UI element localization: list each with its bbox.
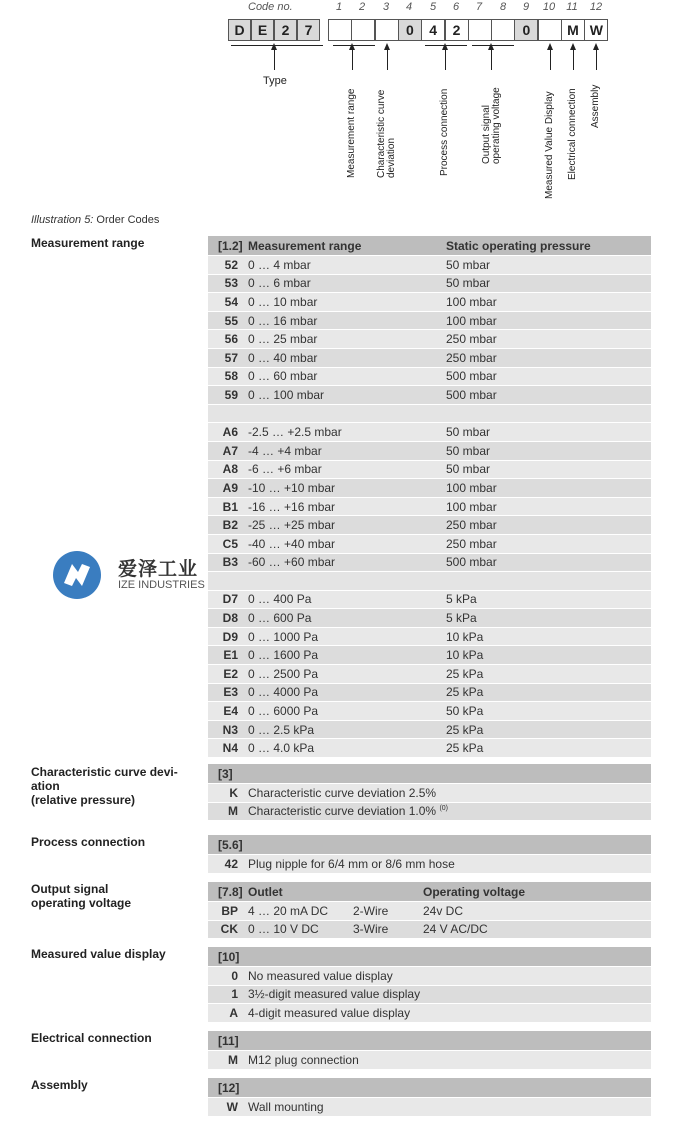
order-code-box: M — [561, 19, 585, 41]
order-code-box: W — [584, 19, 608, 41]
row-range: 0 … 400 Pa — [248, 592, 312, 607]
table-row — [208, 312, 651, 331]
table-row — [208, 721, 651, 740]
table-row — [208, 349, 651, 368]
row-code: 1 — [231, 987, 238, 1002]
row-code: D7 — [222, 592, 238, 607]
order-code-box — [491, 19, 515, 41]
assembly-label: Assembly — [590, 84, 601, 128]
electrical-arrow-icon — [573, 48, 574, 70]
group-separator — [208, 572, 651, 591]
table-header — [208, 236, 651, 256]
row-code: A8 — [222, 462, 238, 477]
position-number: 7 — [475, 1, 483, 13]
row-code: E3 — [223, 685, 238, 700]
assembly-arrow-icon — [596, 48, 597, 70]
curve-arrow-icon — [387, 48, 388, 70]
table-row — [208, 275, 651, 294]
row-range: -4 … +4 mbar — [248, 443, 322, 458]
table-header — [208, 1031, 651, 1051]
electrical-connection-label: Electrical connection — [567, 88, 578, 180]
table-row — [208, 628, 651, 647]
row-pressure: 10 kPa — [446, 629, 484, 644]
caption-prefix: Illustration 5: — [31, 214, 94, 226]
table-row — [208, 967, 651, 986]
process-arrow-icon — [445, 48, 446, 70]
characteristic-curve-table — [208, 764, 651, 821]
table-row — [208, 803, 651, 822]
row-pressure: 10 kPa — [446, 648, 484, 663]
row-wire: 3-Wire — [353, 922, 389, 937]
row-pressure: 250 mbar — [446, 332, 497, 347]
row-pressure: 25 kPa — [446, 722, 484, 737]
table-header — [208, 764, 651, 784]
type-underline — [231, 45, 323, 46]
row-voltage: 24v DC — [423, 903, 464, 918]
table-row — [208, 554, 651, 573]
position-number: 1 — [335, 1, 343, 13]
table-row — [208, 442, 651, 461]
table-row — [208, 702, 651, 721]
position-number: 8 — [499, 1, 507, 13]
row-desc: 3½-digit measured value display — [248, 987, 421, 1002]
row-code: B3 — [222, 555, 238, 570]
type-arrow-icon — [274, 48, 275, 70]
output-signal-label-2: operating voltage — [491, 87, 502, 164]
header-code: [1.2] — [218, 238, 243, 253]
row-code: E2 — [223, 666, 238, 681]
header-code: [5.6] — [218, 837, 243, 852]
measured-value-display-table — [208, 947, 651, 1023]
label-line: operating voltage — [31, 896, 132, 910]
measurement-range-label: Measurement range — [346, 88, 357, 178]
row-desc: No measured value display — [248, 968, 393, 983]
row-code: N4 — [222, 741, 238, 756]
assembly-table — [208, 1078, 651, 1117]
table-row — [208, 423, 651, 442]
table-row — [208, 1051, 651, 1070]
display-arrow-icon — [550, 48, 551, 70]
row-code: 57 — [224, 350, 238, 365]
row-code: 58 — [224, 369, 238, 384]
row-code: A7 — [222, 443, 238, 458]
row-range: -60 … +60 mbar — [248, 555, 336, 570]
label-line: Output signal — [31, 882, 109, 896]
order-code-box — [328, 19, 352, 41]
header-range: Measurement range — [248, 238, 362, 253]
row-code: 52 — [224, 257, 238, 272]
row-code: D8 — [222, 611, 238, 626]
characteristic-curve-label-2: deviation — [386, 137, 397, 178]
header-code: [12] — [218, 1080, 240, 1095]
position-number: 12 — [589, 1, 603, 13]
header-code: [7.8] — [218, 884, 243, 899]
row-code: A6 — [222, 425, 238, 440]
row-range: 0 … 4000 Pa — [248, 685, 319, 700]
row-outlet: 4 … 20 mA DC — [248, 903, 329, 918]
measurement-range-section-label: Measurement range — [31, 236, 145, 250]
row-range: 0 … 1000 Pa — [248, 629, 319, 644]
group-separator — [208, 405, 651, 424]
table-row — [208, 855, 651, 874]
table-row — [208, 1004, 651, 1023]
row-pressure: 500 mbar — [446, 387, 497, 402]
row-range: 0 … 25 mbar — [248, 332, 318, 347]
row-desc: Wall mounting — [248, 1099, 324, 1114]
code-no-label: Code no. — [248, 1, 293, 13]
row-range: 0 … 2.5 kPa — [248, 722, 315, 737]
row-wire: 2-Wire — [353, 903, 389, 918]
row-code: 59 — [224, 387, 238, 402]
table-row — [208, 646, 651, 665]
position-number: 11 — [566, 1, 578, 13]
caption-text: Order Codes — [93, 214, 160, 226]
row-code: W — [226, 1099, 238, 1114]
table-header — [208, 1078, 651, 1098]
row-range: 0 … 100 mbar — [248, 387, 325, 402]
row-range: 0 … 16 mbar — [248, 313, 318, 328]
row-desc: Plug nipple for 6/4 mm or 8/6 mm hose — [248, 856, 455, 871]
row-range: 0 … 6000 Pa — [248, 704, 319, 719]
row-pressure: 250 mbar — [446, 536, 497, 551]
row-range: -40 … +40 mbar — [248, 536, 336, 551]
row-range: -2.5 … +2.5 mbar — [248, 425, 342, 440]
logo-english-name: IZE INDUSTRIES — [118, 579, 205, 591]
row-code: M — [228, 804, 238, 819]
position-number: 3 — [382, 1, 390, 13]
illustration-caption — [31, 214, 159, 226]
table-row — [208, 516, 651, 535]
header-pressure: Static operating pressure — [446, 238, 591, 253]
electrical-connection-section-label: Electrical connection — [31, 1031, 152, 1045]
row-code: M — [228, 1052, 238, 1067]
characteristic-curve-label-1: Characteristic curve — [376, 89, 387, 178]
table-row — [208, 479, 651, 498]
row-code: E1 — [223, 648, 238, 663]
position-number: 10 — [542, 1, 556, 13]
row-code: E4 — [223, 704, 238, 719]
table-row — [208, 986, 651, 1005]
row-desc: 4-digit measured value display — [248, 1005, 411, 1020]
label-line: Characteristic curve devi- — [31, 765, 178, 779]
position-number: 5 — [429, 1, 437, 13]
row-desc: Characteristic curve deviation 2.5% — [248, 785, 437, 800]
table-row — [208, 293, 651, 312]
table-row — [208, 609, 651, 628]
row-pressure: 100 mbar — [446, 499, 497, 514]
table-row — [208, 461, 651, 480]
row-pressure: 25 kPa — [446, 666, 484, 681]
row-range: 0 … 10 mbar — [248, 294, 318, 309]
row-pressure: 50 mbar — [446, 276, 491, 291]
type-code-box: E — [251, 19, 274, 41]
row-code: K — [229, 785, 238, 800]
row-code: B2 — [222, 518, 238, 533]
row-range: 0 … 600 Pa — [248, 611, 312, 626]
order-code-box — [468, 19, 492, 41]
row-outlet: 0 … 10 V DC — [248, 922, 319, 937]
output-signal-section-label — [31, 882, 131, 910]
table-row — [208, 921, 651, 940]
row-range: -6 … +6 mbar — [248, 462, 322, 477]
label-line: ation — [31, 779, 60, 793]
header-voltage: Operating voltage — [423, 884, 526, 899]
header-code: [10] — [218, 949, 240, 964]
row-pressure: 100 mbar — [446, 294, 497, 309]
table-row — [208, 330, 651, 349]
table-header — [208, 947, 651, 967]
row-code: 0 — [231, 968, 238, 983]
row-code: A — [229, 1005, 238, 1020]
process-connection-label: Process connection — [439, 88, 450, 176]
order-code-box — [351, 19, 375, 41]
row-code: B1 — [222, 499, 238, 514]
table-row — [208, 368, 651, 387]
row-range: 0 … 4.0 kPa — [248, 741, 315, 756]
order-code-box: 4 — [421, 19, 445, 41]
row-range: 0 … 1600 Pa — [248, 648, 319, 663]
output-signal-table — [208, 882, 651, 939]
row-pressure: 250 mbar — [446, 518, 497, 533]
output-arrow-icon — [491, 48, 492, 70]
row-range: -16 … +16 mbar — [248, 499, 336, 514]
table-row — [208, 535, 651, 554]
electrical-connection-table — [208, 1031, 651, 1070]
row-pressure: 50 mbar — [446, 443, 491, 458]
row-pressure: 50 mbar — [446, 462, 491, 477]
table-row — [208, 684, 651, 703]
row-code: C5 — [222, 536, 238, 551]
row-range: 0 … 4 mbar — [248, 257, 311, 272]
row-desc-text: Characteristic curve deviation 1.0% — [248, 804, 437, 819]
row-pressure: 250 mbar — [446, 350, 497, 365]
table-row — [208, 902, 651, 921]
row-pressure: 25 kPa — [446, 741, 484, 756]
table-header — [208, 882, 651, 902]
type-label: Type — [263, 75, 287, 87]
assembly-section-label: Assembly — [31, 1078, 88, 1092]
range-arrow-icon — [352, 48, 353, 70]
ize-industries-logo — [52, 550, 212, 600]
order-code-box: 0 — [514, 19, 538, 41]
type-code-box: 2 — [274, 19, 297, 41]
type-code-box: D — [228, 19, 251, 41]
order-code-diagram — [0, 0, 688, 205]
row-desc — [248, 804, 651, 818]
order-code-box — [375, 19, 399, 41]
header-outlet: Outlet — [248, 884, 283, 899]
measurement-range-table — [208, 236, 651, 758]
row-pressure: 50 mbar — [446, 257, 491, 272]
table-row — [208, 256, 651, 275]
order-code-box: 2 — [445, 19, 469, 41]
table-row — [208, 591, 651, 610]
order-code-box — [538, 19, 562, 41]
table-row — [208, 386, 651, 405]
logo-chinese-name: 爱泽工业 — [118, 558, 199, 580]
process-connection-table — [208, 835, 651, 874]
row-desc: M12 plug connection — [248, 1052, 359, 1067]
measured-value-display-label: Measured Value Display — [544, 91, 555, 199]
row-pressure: 5 kPa — [446, 592, 477, 607]
row-pressure: 25 kPa — [446, 685, 484, 700]
row-range: 0 … 2500 Pa — [248, 666, 319, 681]
table-row — [208, 739, 651, 758]
label-line: (relative pressure) — [31, 793, 136, 807]
row-code: 54 — [224, 294, 238, 309]
ize-logo-icon — [52, 550, 102, 600]
row-pressure: 500 mbar — [446, 369, 497, 384]
row-pressure: 50 kPa — [446, 704, 484, 719]
position-number: 6 — [452, 1, 460, 13]
process-connection-section-label: Process connection — [31, 835, 146, 849]
table-row — [208, 665, 651, 684]
characteristic-curve-section-label — [31, 765, 178, 807]
row-code: N3 — [222, 722, 238, 737]
type-code-box: 7 — [297, 19, 320, 41]
position-number: 4 — [405, 1, 413, 13]
position-number: 2 — [358, 1, 366, 13]
header-code: [11] — [218, 1033, 239, 1048]
footnote-marker: (0) — [439, 805, 448, 813]
row-code: 53 — [224, 276, 238, 291]
position-number: 9 — [522, 1, 530, 13]
table-row — [208, 498, 651, 517]
row-voltage: 24 V AC/DC — [423, 922, 488, 937]
row-range: 0 … 6 mbar — [248, 276, 311, 291]
row-range: -10 … +10 mbar — [248, 480, 336, 495]
row-pressure: 50 mbar — [446, 425, 491, 440]
table-row — [208, 1098, 651, 1117]
measured-value-display-section-label: Measured value display — [31, 947, 166, 961]
row-range: -25 … +25 mbar — [248, 518, 336, 533]
table-header — [208, 835, 651, 855]
row-range: 0 … 40 mbar — [248, 350, 318, 365]
row-code: D9 — [222, 629, 238, 644]
row-code: BP — [221, 903, 238, 918]
row-pressure: 100 mbar — [446, 480, 497, 495]
table-row — [208, 784, 651, 803]
row-code: 55 — [224, 313, 238, 328]
row-code: CK — [220, 922, 238, 937]
row-code: A9 — [222, 480, 238, 495]
row-pressure: 100 mbar — [446, 313, 497, 328]
row-code: 42 — [224, 856, 238, 871]
row-pressure: 5 kPa — [446, 611, 477, 626]
order-code-box: 0 — [398, 19, 422, 41]
header-code: [3] — [218, 766, 233, 781]
output-signal-label-1: Output signal — [481, 105, 492, 164]
row-code: 56 — [224, 332, 238, 347]
row-pressure: 500 mbar — [446, 555, 497, 570]
row-range: 0 … 60 mbar — [248, 369, 318, 384]
